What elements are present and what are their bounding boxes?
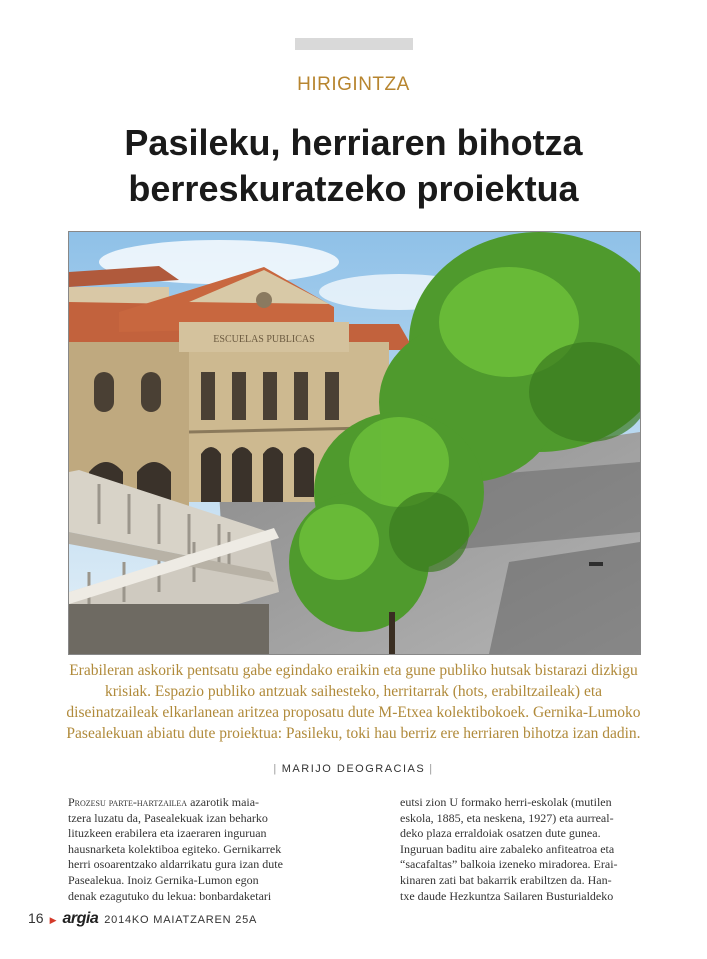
author-name: MARIJO DEOGRACIAS [281,763,426,775]
page-number: 16 [28,910,44,926]
issue-date: 2014KO MAIATZAREN 25A [104,914,258,926]
lead-line: Pasealekuan abiatu dute proiektua: Pasileku, toki hau berriz ere herriaren bihotza izan dadin. [66,725,641,742]
body-line: “sacafaltas” balkoia izeneko miradorea. Erai- [400,857,618,872]
lead-line: Erabileran askorik pentsatu gabe egindako eraikin eta gune publiko hutsak bistarazi dizkigu [69,662,638,679]
article-title [60,120,647,212]
title-line: berreskuratzeko proiektua [128,168,579,209]
building-sign-text: ESCUELAS PUBLICAS [213,334,315,345]
lead-in-rest: azarotik maia- [190,795,260,809]
body-line: eutsi zion U formako herri-eskolak (mutilen [400,795,612,809]
body-line: herri osoarentzako aldarrikatu gura izan dute [68,857,283,872]
body-line: eskola, 1885, eta neskena, 1927) eta aurreal- [400,810,614,825]
lead-in-words: Prozesu parte-hartzailea [68,795,188,809]
body-line: tzera luzatu da, Pasealekuak izan beharko [68,810,268,825]
title-line: Pasileku, herriaren bihotza [124,122,583,163]
body-line: kinaren zati bat bakarrik erabiltzen da. Han- [400,872,612,887]
article-photo [68,231,641,655]
lead-line: krisiak. Espazio publiko antzuak saihesteko, herritarrak (hots, erabiltzaileak) eta [104,683,603,700]
byline-divider: | [273,763,278,775]
body-line: deko plaza erraldoiak osatzen dute gunea. [400,826,601,841]
body-line [68,795,308,811]
section-label: HIRIGINTZA [297,74,410,95]
body-line: Pasealekua. Inoiz Gernika-Lumon egon [68,872,259,887]
byline-divider: | [429,763,434,775]
body-line: hausnarketa kolektiboa egiteko. Gernikarrek [68,841,282,856]
article-lead [66,660,641,744]
lead-line: diseinatzaileak elkarlanean aritzea proposatu dute M-Etxea kolektibokoek. Gernika-Lumoko [66,704,641,721]
body-column-2 [400,795,640,904]
photo-school-plaza-icon [69,232,640,654]
body-line: txe daude Hezkuntza Sailaren Busturialdeko [400,888,614,903]
body-column-1 [68,795,308,904]
page-footer [28,910,257,928]
body-line: Inguruan baditu aire zabaleko anfiteatroa eta [400,841,615,856]
triangle-right-icon: ▶ [49,915,57,925]
body-line: lituzkeen erabilera eta izaeraren inguruan [68,826,267,841]
byline [0,763,707,775]
body-line: denak ezagutuko du lekua: bonbardaketari [68,888,272,903]
magazine-logo: argia [62,910,99,927]
top-decorative-bar [295,38,413,50]
